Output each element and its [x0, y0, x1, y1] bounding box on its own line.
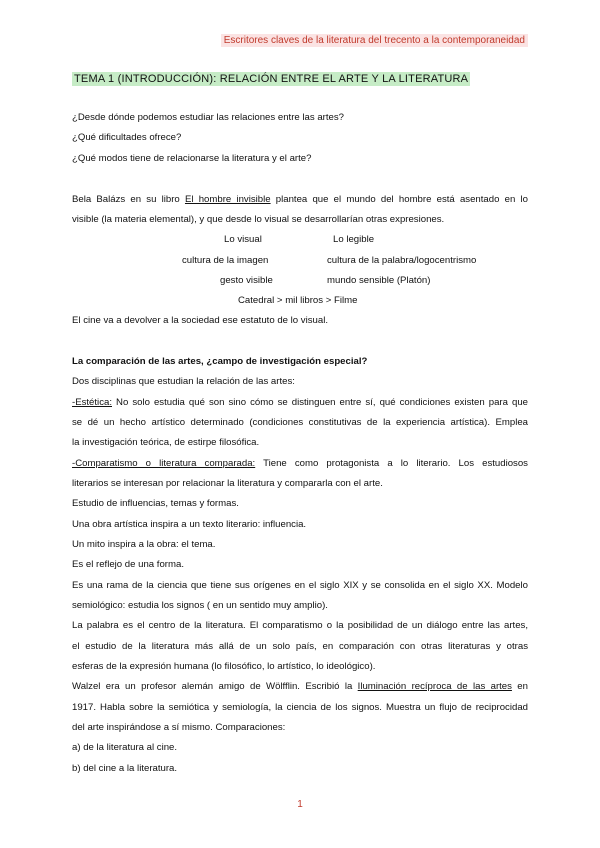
- balazs-line-2: visible (la materia elemental), y que desde lo visual se desarrollarían otras expresiones.: [72, 214, 445, 225]
- list-line-3: Un mito inspira a la obra: el tema.: [72, 539, 216, 550]
- walzel-line-3: del arte inspirándose a sí mismo. Comparaciones:: [72, 722, 286, 733]
- book-title-hombre-invisible: El hombre invisible: [184, 194, 271, 205]
- comparatismo-line-1: [72, 458, 528, 470]
- list-line-2: Una obra artística inspira a un texto literario: influencia.: [72, 519, 307, 530]
- walzel-line-1: [72, 681, 528, 693]
- comparison-b: b) del cine a la literatura.: [72, 763, 178, 774]
- rama-line-1: Es una rama de la ciencia que tiene sus orígenes en el siglo XIX y se consolida en el siglo XX. Modelo: [72, 580, 528, 591]
- estetica-text: No solo estudia qué son sino cómo se distinguen entre sí, qué condiciones existen para que: [112, 397, 528, 408]
- walzel-line-2: 1917. Habla sobre la semiótica y semiología, la ciencia de los signos. Muestra un flujo de reciprocidad: [72, 702, 528, 713]
- comparison-right-1: Lo legible: [333, 234, 375, 245]
- page-title: TEMA 1 (INTRODUCCIÓN): RELACIÓN ENTRE EL ARTE Y LA LITERATURA: [74, 73, 469, 85]
- page-number: 1: [297, 799, 303, 810]
- comparison-right-2: cultura de la palabra/logocentrismo: [327, 255, 477, 266]
- list-line-4: Es el reflejo de una forma.: [72, 559, 184, 570]
- estetica-line-2: se dé un hecho artístico determinado (condiciones constitutivas de la experiencia artística). Emplea: [72, 417, 528, 428]
- section-heading: La comparación de las artes, ¿campo de investigación especial?: [72, 356, 368, 367]
- book-title-iluminacion: Iluminación recíproca de las artes: [357, 681, 512, 692]
- palabra-line-1: La palabra es el centro de la literatura. El comparatismo o la posibilidad de un diálogo entre las artes,: [72, 620, 528, 631]
- estetica-line-3: la investigación teórica, de estirpe filosófica.: [72, 437, 260, 448]
- comparatismo-label: -Comparatismo o literatura comparada:: [72, 458, 256, 469]
- running-header: Escritores claves de la literatura del trecento a la contemporaneidad: [221, 34, 528, 47]
- section-intro: Dos disciplinas que estudian la relación de las artes:: [72, 376, 295, 387]
- question-2: ¿Qué dificultades ofrece?: [72, 132, 182, 143]
- walzel-text-cont: en: [511, 681, 528, 692]
- comparison-left-2: cultura de la imagen: [182, 255, 269, 266]
- estetica-line-1: [72, 397, 528, 409]
- question-3: ¿Qué modos tiene de relacionarse la literatura y el arte?: [72, 153, 312, 164]
- walzel-text: Walzel era un profesor alemán amigo de Wölfflin. Escribió la: [72, 681, 358, 692]
- rama-line-2: semiológico: estudia los signos ( en un sentido muy amplio).: [72, 600, 328, 611]
- cine-line: El cine va a devolver a la sociedad ese estatuto de lo visual.: [72, 315, 328, 326]
- comparison-left-3: gesto visible: [220, 275, 273, 286]
- comparison-a: a) de la literatura al cine.: [72, 742, 178, 753]
- estetica-label: -Estética:: [72, 397, 112, 408]
- balazs-line-1: [72, 194, 528, 206]
- comparison-formula: Catedral > mil libros > Filme: [238, 295, 358, 306]
- comparison-left-1: Lo visual: [224, 234, 262, 245]
- comparatismo-line-2: literarios se interesan por relacionar la literatura y compararla con el arte.: [72, 478, 383, 489]
- balazs-text-cont: plantea que el mundo del hombre está asentado en lo: [270, 194, 528, 205]
- comparison-right-3: mundo sensible (Platón): [327, 275, 431, 286]
- comparatismo-text: Tiene como protagonista a lo literario. Los estudiosos: [255, 458, 528, 469]
- palabra-line-2: el estudio de la literatura más allá de un solo país, en comparación con otras literaturas y otras: [72, 641, 528, 652]
- list-line-1: Estudio de influencias, temas y formas.: [72, 498, 239, 509]
- palabra-line-3: esferas de la expresión humana (lo filosófico, lo artístico, lo ideológico).: [72, 661, 376, 672]
- balazs-text: Bela Balázs en su libro: [72, 194, 185, 205]
- question-1: ¿Desde dónde podemos estudiar las relaciones entre las artes?: [72, 112, 344, 123]
